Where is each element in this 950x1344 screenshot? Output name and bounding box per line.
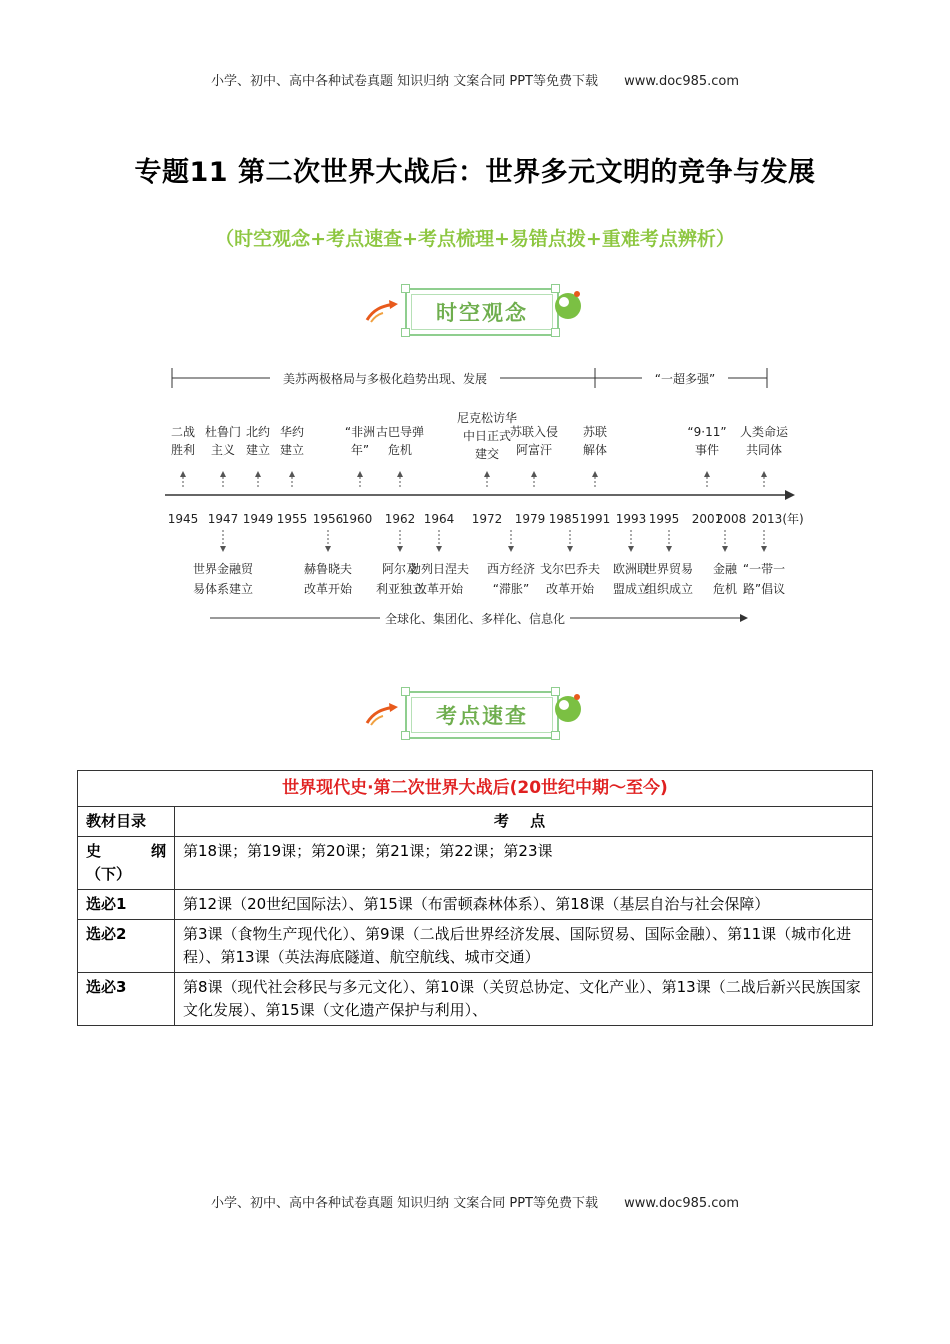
footer-url[interactable]: www.doc985.com [624,1196,740,1211]
timeline-arrow [567,546,573,552]
timeline-top-event: 尼克松访华 [456,411,518,425]
timeline-year: 1945 [167,512,199,526]
timeline-year: 1956 [312,512,344,526]
ball-icon [551,691,585,725]
timeline-bottom-event: 路”倡议 [742,582,786,596]
timeline-top-event: 人类命运 [739,425,789,439]
banner-spacetime-label: 时空观念 [411,294,553,330]
timeline-top-event: 主义 [210,443,236,457]
timeline-top-event: “9·11” [687,425,727,439]
timeline-year: 1960 [341,512,373,526]
timeline-year: 1947 [207,512,239,526]
timeline-top-event: 苏联入侵 [509,425,559,439]
table-caption: 世界现代史·第二次世界大战后(20世纪中期～至今) [78,771,873,807]
row-label: 选必3 [78,973,175,1026]
timeline-top-event: 事件 [694,443,720,457]
timeline-bottom-event: 改革开始 [545,582,595,596]
footer-text: 小学、初中、高中各种试卷真题 知识归纳 文案合同 PPT等免费下载 [210,1196,598,1211]
swoosh-icon [365,699,401,727]
timeline-top-event: 年” [350,443,370,457]
timeline-year: 1962 [384,512,416,526]
timeline-year: 1972 [471,512,503,526]
timeline-year: 1955 [276,512,308,526]
timeline-year: 2008 [715,512,747,526]
timeline-arrow [220,546,226,552]
timeline-year: 1949 [242,512,274,526]
timeline-bottom-event: 改革开始 [414,582,464,596]
header-text: 小学、初中、高中各种试卷真题 知识归纳 文案合同 PPT等免费下载 [210,74,598,89]
timeline-bottom-event: 戈尔巴乔夫 [539,562,601,576]
timeline-top-span-2: “一超多强” [654,372,716,386]
timeline-arrow [397,471,403,477]
banner-quickcheck [365,685,585,745]
timeline-bottom-event: 勃列日涅夫 [408,562,470,576]
timeline-bottom-event: “滞胀” [492,582,530,596]
timeline-arrow [592,471,598,477]
page-subtitle: （时空观念+考点速查+考点梳理+易错点拨+重难考点辨析） [215,228,735,250]
timeline-arrow [531,471,537,477]
ball-icon [551,288,585,322]
timeline-top-event: 苏联 [582,425,608,439]
timeline-top-event: 杜鲁门 [204,425,242,439]
row-label-part: 史 [86,842,102,860]
timeline-arrow [436,546,442,552]
timeline-arrow [289,471,295,477]
timeline-top-event: “非洲 [344,425,376,439]
timeline-arrow [180,471,186,477]
timeline-bottom-event: 易体系建立 [192,582,254,596]
timeline-bottom-event: 欧洲联 [612,562,650,576]
timeline-arrow [761,546,767,552]
timeline-year: 2001 [691,512,723,526]
timeline-bottom-event: 危机 [712,582,738,596]
timeline-top-event: 古巴导弹 [375,425,425,439]
table-header-catalog: 教材目录 [78,807,175,837]
timeline-arrow [722,546,728,552]
page-footer [0,1192,950,1211]
timeline-bottom-event: 世界金融贸 [192,562,254,576]
table-row [78,837,873,890]
timeline-top-event: 华约 [279,425,305,439]
timeline-year: 1964 [423,512,455,526]
timeline-arrow [484,471,490,477]
timeline-year: 1995 [648,512,680,526]
row-content: 第8课（现代社会移民与多元文化）、第10课（关贸总协定、文化产业）、第13课（二战后新兴民族国家文化发展）、第15课（文化遗产保护与利用）、 [175,973,873,1026]
timeline-top-event: 二战 [170,425,196,439]
timeline-arrow [508,546,514,552]
timeline-top-event: 建交 [474,447,500,461]
row-label-part: 纲 [150,842,166,860]
row-content: 第3课（食物生产现代化）、第9课（二战后世界经济发展、国际贸易、国际金融）、第11课（城市化进程）、第13课（英法海底隧道、航空航线、城市交通） [175,920,873,973]
timeline-bottom-event: 阿尔及 [381,562,419,576]
timeline-top-event: 解体 [582,443,608,457]
table-row [78,920,873,973]
timeline-unit: (年) [782,512,804,526]
timeline-top-event: 危机 [387,443,413,457]
timeline-year: 1985 [548,512,580,526]
timeline-year: 1991 [579,512,611,526]
row-label: 选必1 [78,890,175,920]
page-header [0,70,950,89]
timeline-arrow [761,471,767,477]
table-row [78,973,873,1026]
knowledge-table [77,770,873,1026]
timeline-bottom-event: 赫鲁晓夫 [303,562,353,576]
timeline-bottom-event: “一带一 [742,562,786,576]
timeline-year: 1979 [514,512,546,526]
banner-spacetime [365,282,585,342]
timeline-top-event: 共同体 [745,443,783,457]
row-label-part: （下） [86,865,132,883]
timeline-bottom-event: 盟成立 [612,582,650,596]
timeline-top-event: 建立 [245,443,271,457]
timeline-bottom-event: 世界贸易 [644,562,694,576]
timeline-bottom-event: 利亚独立 [375,582,425,596]
timeline-arrow [220,471,226,477]
timeline-chart [150,360,804,630]
table-row [78,890,873,920]
timeline-bottom-event: 金融 [712,562,738,576]
timeline-top-event: 阿富汗 [515,443,553,457]
timeline-year: 2013 [751,512,783,526]
timeline-arrow [704,471,710,477]
timeline-top-event: 中日正式 [462,429,512,443]
table-header-points: 考 点 [175,807,873,837]
timeline-top-span-1: 美苏两极格局与多极化趋势出现、发展 [282,372,488,386]
timeline-bottom-event: 西方经济 [486,562,536,576]
timeline-arrow [325,546,331,552]
timeline-arrow [357,471,363,477]
row-content: 第12课（20世纪国际法）、第15课（布雷顿森林体系）、第18课（基层自治与社会保障） [175,890,873,920]
row-label: 选必2 [78,920,175,973]
timeline-arrow [397,546,403,552]
timeline-bottom-span: 全球化、集团化、多样化、信息化 [384,612,566,626]
timeline-bottom-event: 组织成立 [644,582,694,596]
page-title: 专题11 第二次世界大战后：世界多元文明的竞争与发展 [134,157,816,188]
timeline-year: 1993 [615,512,647,526]
banner-quickcheck-label: 考点速查 [411,697,553,733]
timeline-top-event: 建立 [279,443,305,457]
timeline-top-event: 胜利 [170,443,196,457]
row-content: 第18课；第19课；第20课；第21课；第22课；第23课 [175,837,873,890]
timeline-arrow [666,546,672,552]
header-url[interactable]: www.doc985.com [624,74,740,89]
timeline-arrow [628,546,634,552]
timeline-top-event: 北约 [245,425,271,439]
timeline-bottom-event: 改革开始 [303,582,353,596]
swoosh-icon [365,296,401,324]
row-label [78,837,175,890]
timeline-arrow [255,471,261,477]
